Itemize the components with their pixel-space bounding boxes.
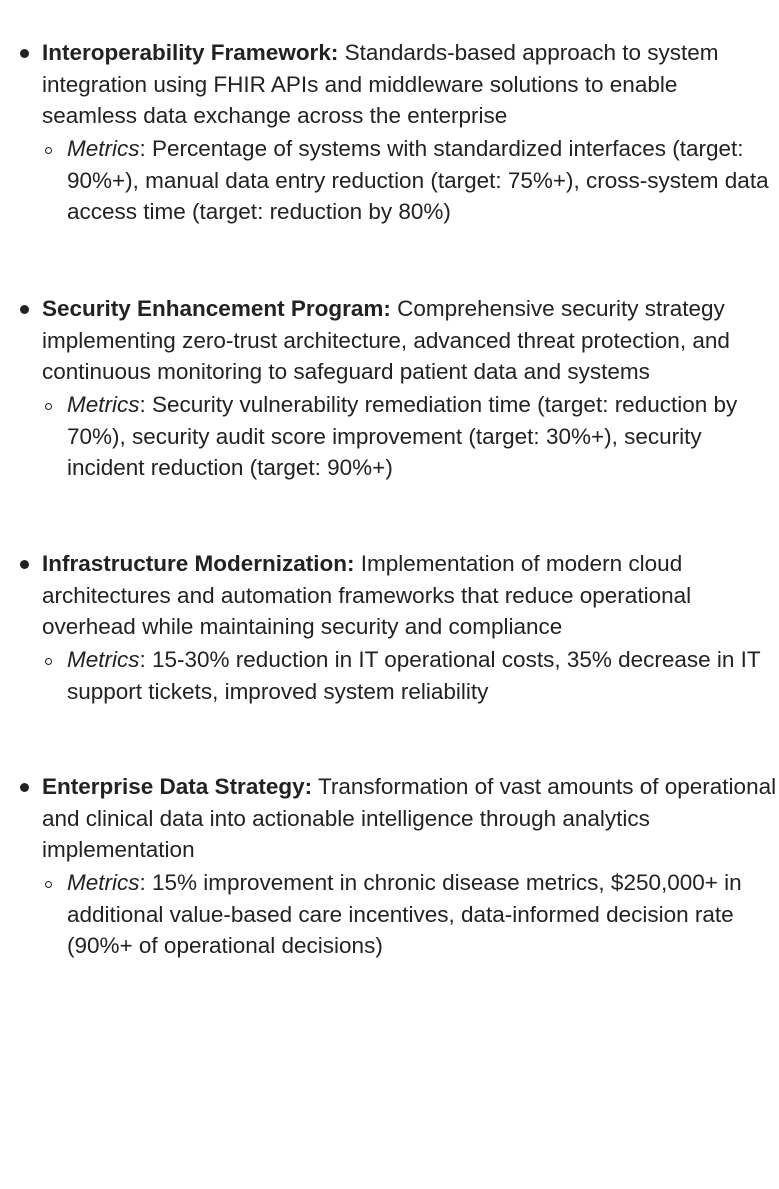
item-text-line: overhead while maintaining security and compliance	[42, 614, 563, 640]
bullet-icon	[20, 305, 29, 314]
metrics-description	[67, 644, 777, 707]
metrics-text-line: additional value-based care incentives, data-informed decision rate	[67, 901, 734, 927]
item-text-line: architectures and automation frameworks that reduce operational	[42, 582, 692, 608]
bullet-icon	[20, 560, 29, 569]
metrics-text-line: 90%+), manual data entry reduction (target: 75%+), cross-system data	[67, 167, 769, 193]
item-title: Security Enhancement Program:	[42, 296, 391, 321]
item-text-line: integration using FHIR APIs and middleware solutions to enable	[42, 71, 678, 97]
metrics-text-line: 70%), security audit score improvement (target: 30%+), security	[67, 423, 702, 449]
item-title: Infrastructure Modernization:	[42, 551, 355, 576]
item-description	[42, 548, 772, 643]
metrics-label: Metrics	[67, 647, 140, 672]
item-title: Interoperability Framework:	[42, 40, 339, 65]
sub-bullet-icon	[45, 881, 52, 888]
metrics-description	[67, 133, 777, 228]
item-text-line: implementing zero-trust architecture, advanced threat protection, and	[42, 327, 730, 353]
item-description	[42, 771, 777, 866]
item-text-line: Transformation of vast amounts of operational	[312, 774, 777, 799]
item-text-line: continuous monitoring to safeguard patient data and systems	[42, 359, 650, 385]
metrics-text-line: incident reduction (target: 90%+)	[67, 455, 393, 481]
metrics-label: Metrics	[67, 392, 140, 417]
bullet-icon	[20, 783, 29, 792]
item-text-line: Standards-based approach to system	[338, 40, 719, 65]
metrics-text-line: : Security vulnerability remediation time (target: reduction by	[139, 392, 738, 417]
metrics-text-line: : Percentage of systems with standardized interfaces (target:	[139, 136, 744, 161]
metrics-text-line: : 15-30% reduction in IT operational costs, 35% decrease in IT	[139, 647, 761, 672]
item-text-line: and clinical data into actionable intelligence through analytics	[42, 805, 650, 831]
metrics-text-line: : 15% improvement in chronic disease metrics, $250,000+ in	[139, 870, 742, 895]
metrics-label: Metrics	[67, 136, 140, 161]
item-text-line: Comprehensive security strategy	[390, 296, 725, 321]
sub-bullet-icon	[45, 658, 52, 665]
item-description	[42, 293, 772, 388]
sub-bullet-icon	[45, 403, 52, 410]
metrics-text-line: (90%+ of operational decisions)	[67, 933, 383, 959]
metrics-description	[67, 867, 777, 962]
metrics-description	[67, 389, 777, 484]
metrics-text-line: access time (target: reduction by 80%)	[67, 199, 451, 225]
item-text-line: seamless data exchange across the enterprise	[42, 103, 508, 129]
item-text-line: implementation	[42, 837, 195, 863]
metrics-text-line: support tickets, improved system reliability	[67, 678, 489, 704]
metrics-label: Metrics	[67, 870, 140, 895]
item-description	[42, 37, 772, 132]
sub-bullet-icon	[45, 147, 52, 154]
item-text-line: Implementation of modern cloud	[354, 551, 683, 576]
item-title: Enterprise Data Strategy:	[42, 774, 313, 799]
bullet-icon	[20, 49, 29, 58]
